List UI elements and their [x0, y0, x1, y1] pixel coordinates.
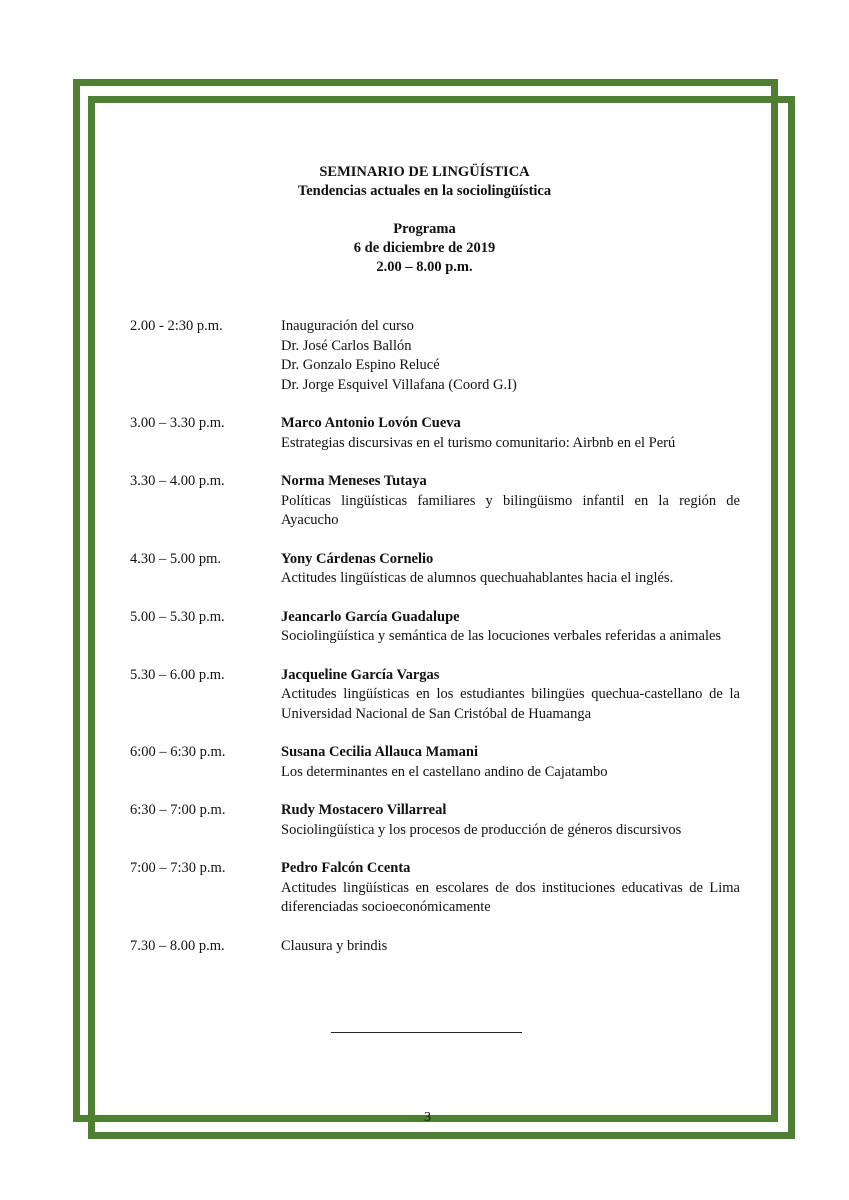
program-heading: Programa — [393, 221, 456, 237]
opening-line: Dr. José Carlos Ballón — [281, 337, 412, 354]
schedule-row — [130, 472, 740, 531]
speaker-name: Norma Meneses Tutaya — [281, 473, 427, 489]
schedule-time: 3.30 – 4.00 p.m. — [130, 473, 225, 489]
schedule-row — [130, 801, 740, 840]
schedule-details — [281, 666, 740, 725]
schedule-details — [281, 743, 740, 782]
closing-line: Clausura y brindis — [281, 937, 388, 954]
schedule-row — [130, 743, 740, 782]
schedule-details — [281, 414, 740, 453]
page-number: 3 — [424, 1110, 431, 1125]
talk-topic: Sociolingüística y los procesos de producción de géneros discursivos — [281, 821, 682, 838]
talk-topic: Los determinantes en el castellano andino de Cajatambo — [281, 763, 608, 780]
schedule-row-opening — [130, 317, 740, 395]
schedule-time: 4.30 – 5.00 pm. — [130, 550, 222, 567]
schedule-details — [281, 937, 740, 957]
schedule-details — [281, 859, 740, 918]
event-hours: 2.00 – 8.00 p.m. — [376, 259, 473, 275]
schedule-time: 5.30 – 6.00 p.m. — [130, 666, 225, 683]
event-date: 6 de diciembre de 2019 — [353, 240, 496, 256]
schedule-details — [281, 550, 740, 589]
schedule-row — [130, 666, 740, 725]
schedule-details — [281, 608, 740, 647]
schedule-time: 2.00 - 2:30 p.m. — [130, 318, 223, 334]
opening-line: Inauguración del curso — [281, 318, 414, 334]
schedule-details — [281, 801, 740, 840]
schedule-time: 3.00 – 3.30 p.m. — [130, 415, 225, 431]
schedule-time: 7.30 – 8.00 p.m. — [130, 937, 225, 954]
schedule-row — [130, 608, 740, 647]
schedule-row — [130, 859, 740, 918]
schedule-time: 6:00 – 6:30 p.m. — [130, 744, 226, 760]
schedule-list — [130, 317, 740, 975]
schedule-details — [281, 317, 740, 395]
opening-line: Dr. Gonzalo Espino Relucé — [281, 357, 440, 373]
talk-topic: Sociolingüística y semántica de las locuciones verbales referidas a animales — [281, 628, 722, 644]
talk-topic: Estrategias discursivas en el turismo comunitario: Airbnb en el Perú — [281, 434, 676, 451]
schedule-details — [281, 472, 740, 531]
talk-topic: Actitudes lingüísticas de alumnos quechuahablantes hacia el inglés. — [281, 570, 674, 586]
speaker-name: Jacqueline García Vargas — [281, 666, 440, 683]
signature-separator-line — [331, 1032, 522, 1033]
speaker-name: Rudy Mostacero Villarreal — [281, 802, 447, 818]
opening-line: Dr. Jorge Esquivel Villafana (Coord G.I) — [281, 376, 517, 393]
schedule-time: 5.00 – 5.30 p.m. — [130, 608, 225, 625]
schedule-row — [130, 550, 740, 589]
talk-topic: Políticas lingüísticas familiares y bilingüismo infantil en la región de Ayacucho — [281, 492, 740, 528]
speaker-name: Yony Cárdenas Cornelio — [281, 550, 434, 567]
speaker-name: Pedro Falcón Ccenta — [281, 860, 411, 876]
schedule-time: 7:00 – 7:30 p.m. — [130, 860, 226, 876]
speaker-name: Susana Cecilia Allauca Mamani — [281, 744, 478, 760]
schedule-row — [130, 414, 740, 453]
schedule-time: 6:30 – 7:00 p.m. — [130, 802, 226, 818]
schedule-row-closing — [130, 937, 740, 957]
talk-topic: Actitudes lingüísticas en los estudiantes bilingües quechua-castellano de la Universidad Nacional de San Cristóbal de Huamanga — [281, 686, 740, 722]
talk-topic: Actitudes lingüísticas en escolares de dos instituciones educativas de Lima diferenciadas socioeconómicamente — [281, 879, 740, 915]
speaker-name: Jeancarlo García Guadalupe — [281, 608, 460, 625]
seminar-title: SEMINARIO DE LINGÜÍSTICA — [319, 164, 530, 180]
speaker-name: Marco Antonio Lovón Cueva — [281, 415, 461, 431]
seminar-subtitle: Tendencias actuales en la sociolingüística — [297, 183, 552, 199]
